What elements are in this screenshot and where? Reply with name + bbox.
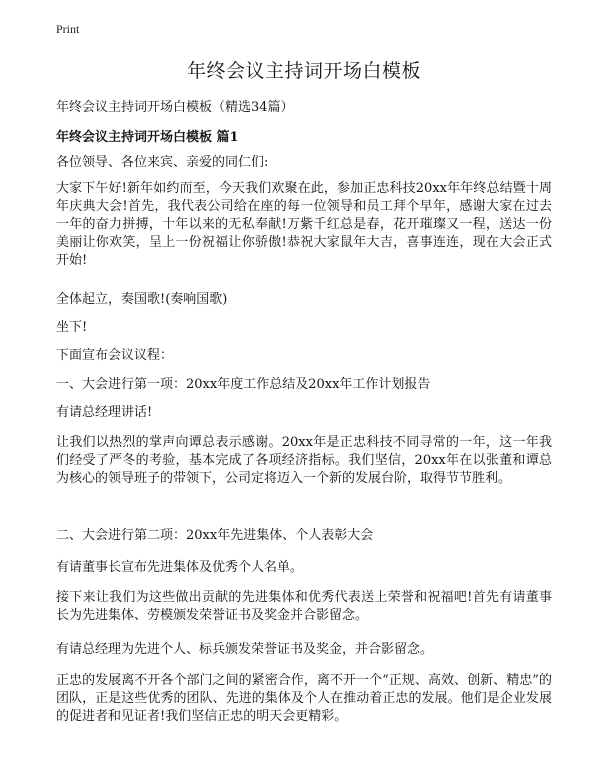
paragraph-agenda: 下面宣布会议议程： (56, 348, 174, 363)
paragraph-anthem: 全体起立，奏国歌!(奏响国歌) (56, 292, 228, 307)
paragraph-gm-speech: 有请总经理讲话! (56, 405, 153, 420)
paragraph-thanks: 让我们以热烈的掌声向谭总表示感谢。20xx年是正忠科技不同寻常的一年，这一年我们经受了严冬的考验，基本完成了各项经济指标。我们坚信，20xx年在以张董和谭总为核心的领导班子的带领下，公司定将迈入一个新的发展台阶，取得节节胜利。 (56, 435, 552, 486)
paragraph-chairman-list: 有请董事长宣布先进集体及优秀个人名单。 (56, 560, 304, 575)
document-subtitle: 年终会议主持词开场白模板（精选34篇） (56, 100, 294, 115)
paragraph-gm-awards: 有请总经理为先进个人、标兵颁发荣誉证书及奖金，并合影留念。 (56, 642, 434, 657)
paragraph-item-one: 一、大会进行第一项：20xx年度工作总结及20xx年工作计划报告 (56, 377, 431, 392)
document-title: 年终会议主持词开场白模板 (186, 60, 421, 82)
print-link[interactable]: Print (56, 22, 80, 36)
paragraph-sit-down: 坐下! (56, 320, 88, 335)
section-heading: 年终会议主持词开场白模板 篇1 (56, 130, 239, 145)
paragraph-item-two: 二、大会进行第二项：20xx年先进集体、个人表彰大会 (56, 528, 374, 543)
paragraph-opening: 大家下午好!新年如约而至，今天我们欢聚在此，参加正忠科技20xx年年终总结暨十周年庆典大会!首先，我代表公司给在座的每一位领导和员工拜个早年，感谢大家在过去一年的奋力拼搏，十年以来的无私奉献!万紫千红总是春，花开璀璨又一程，送达一份美丽让你欢笑，呈上一份祝福让你骄傲!恭祝大家鼠年大吉，喜事连连，现在大会正式开始! (56, 181, 552, 268)
paragraph-honors: 接下来让我们为这些做出贡献的先进集体和优秀代表送上荣誉和祝福吧!首先有请董事长为先进集体、劳模颁发荣誉证书及奖金并合影留念。 (56, 590, 552, 623)
paragraph-teamwork: 正忠的发展离不开各个部门之间的紧密合作，离不开一个“正规、高效、创新、精忠”的团队，正是这些优秀的团队、先进的集体及个人在推动着正忠的发展。他们是企业发展的促进者和见证者!我们坚信正忠的明天会更精彩。 (56, 673, 552, 724)
paragraph-greeting: 各位领导、各位来宾、亲爱的同仁们: (56, 155, 269, 170)
